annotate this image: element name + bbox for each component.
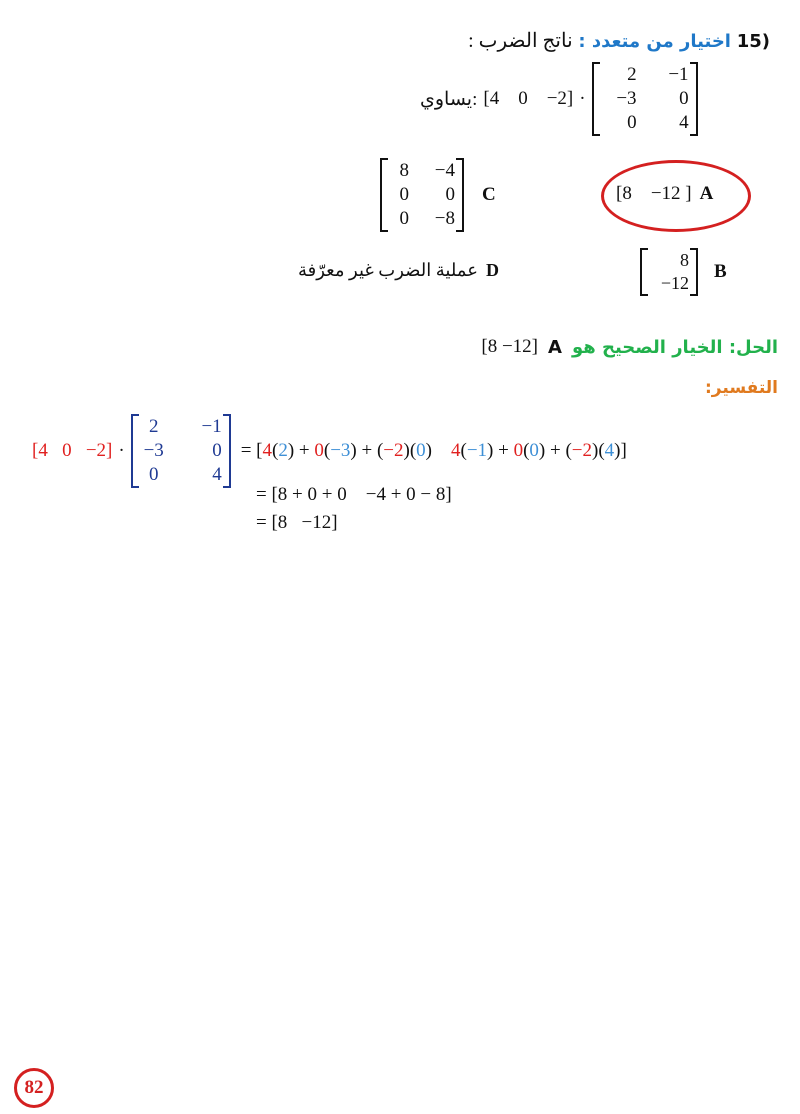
question-title: ناتج الضرب :: [468, 30, 573, 52]
dot-operator: ·: [579, 88, 586, 109]
equals-word: يساوي:: [420, 88, 478, 110]
explanation-line-3: = [8 −12]: [256, 512, 338, 533]
row-vector: [4 0 −2]: [483, 88, 574, 109]
option-c: [380, 160, 496, 230]
option-d-text: عملية الضرب غير معرّفة: [298, 260, 478, 280]
option-b-matrix: 8 −12: [640, 250, 698, 294]
question-number: 15): [736, 31, 770, 52]
solution-line: [481, 336, 778, 358]
explanation-dot: ·: [118, 440, 125, 461]
explanation-matrix: 2 −1 −3 0 0 4: [131, 416, 231, 486]
option-a-vector: [8 −12 ]: [616, 183, 692, 204]
explanation-line-1: [32, 416, 627, 486]
option-a: [616, 183, 713, 205]
question-expression: [420, 64, 698, 134]
option-c-letter: C: [482, 184, 496, 205]
question-header: [468, 28, 770, 53]
explanation-row-vector: [4 0 −2]: [32, 440, 113, 461]
question-type-label: اختيار من متعدد :: [578, 31, 731, 52]
option-b: [640, 250, 727, 294]
option-c-matrix: 8 −4 0 0 0 −8: [380, 160, 464, 230]
option-b-letter: B: [714, 261, 727, 282]
explanation-expansion: = [4(2) + 0(−3) + (−2)(0) 4(−1) + 0(0) + (−2)(4)]: [240, 440, 627, 461]
solution-letter: A: [548, 336, 562, 358]
option-a-letter: A: [699, 183, 714, 204]
explanation-label: التفسير:: [705, 378, 778, 398]
option-d: [298, 260, 499, 281]
option-d-letter: D: [485, 260, 499, 280]
question-matrix: 2 −1 −3 0 0 4: [592, 64, 698, 134]
solution-answer: [8 −12]: [481, 336, 538, 357]
explanation-line-2: = [8 + 0 + 0 −4 + 0 − 8]: [256, 484, 452, 505]
solution-label: الحل: الخيار الصحيح هو: [571, 336, 778, 358]
page-number: 82: [14, 1068, 54, 1108]
